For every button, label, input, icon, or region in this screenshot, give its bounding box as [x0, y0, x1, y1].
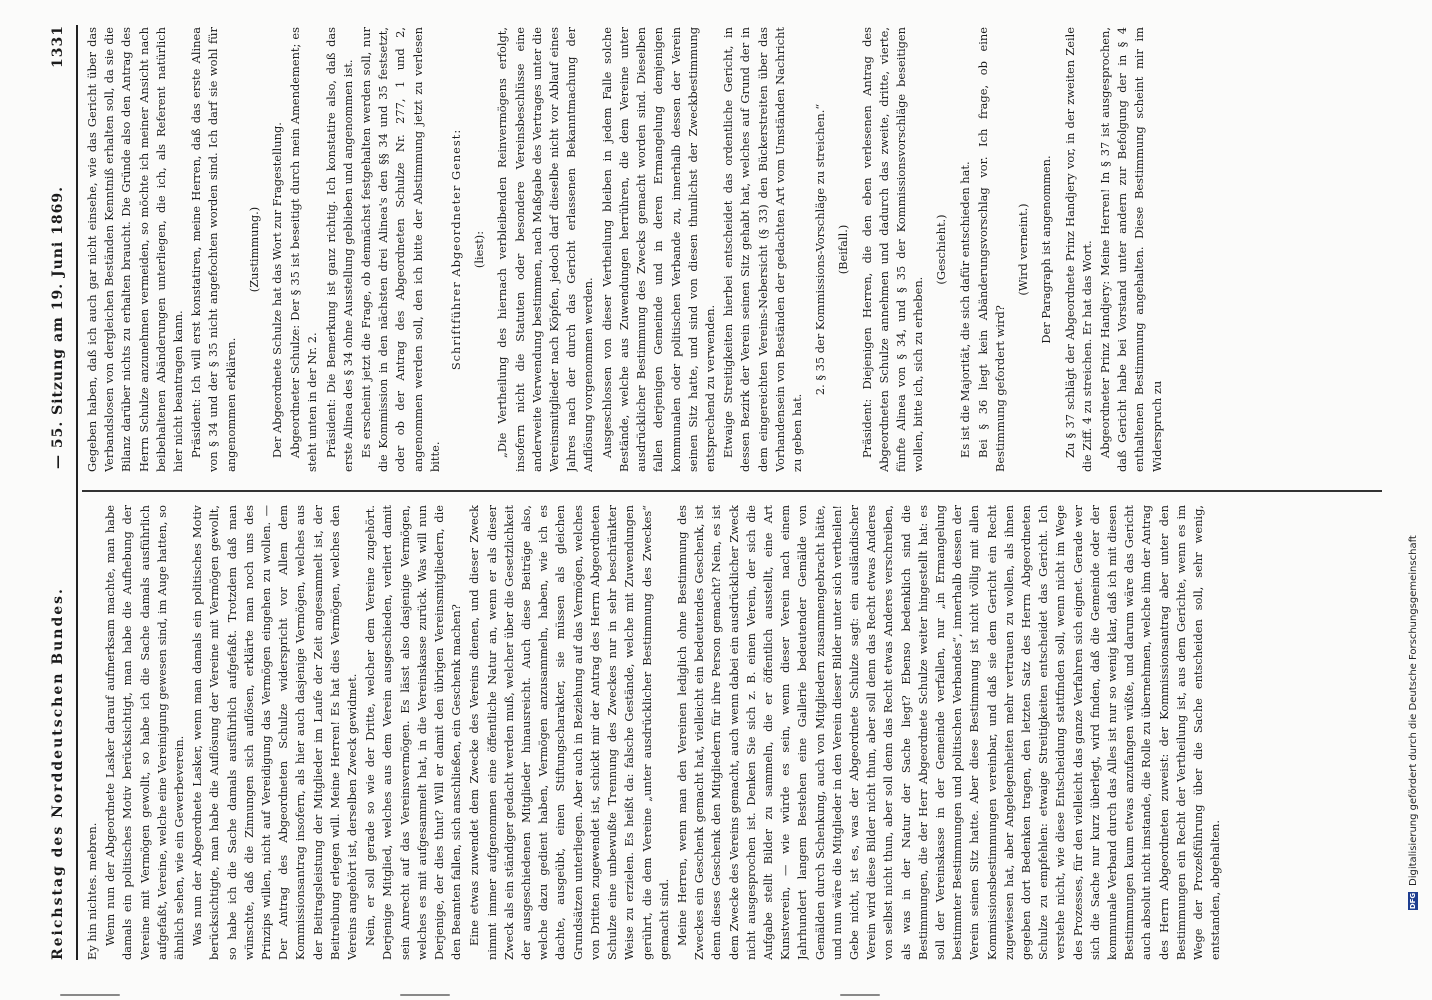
scan-artifact [400, 994, 450, 996]
speaker-paragraph: Abgeordneter Prinz Handjery: Meine Herren! In § 37 ist ausgesprochen, daß Gericht habe bei Vorstand unter andern zur Befolgung der in § 4 enthaltenen Bestimmung angehalten. Diese Bestimmung scheint mir im Widerspruch zu [1097, 27, 1164, 472]
paragraph: Bei § 36 liegt kein Abänderungsvorschlag vor. Ich frage, ob eine Bestimmung gefordert wird? [975, 27, 1007, 472]
paragraph: Der Abgeordnete Schulze hat das Wort zur Fragestellung. [270, 122, 285, 458]
paragraph: Der Paragraph ist angenommen. [1039, 155, 1054, 344]
column-divider [82, 490, 1382, 492]
paragraph: Es ist die Majorität, die sich dafür entschieden hat. [957, 161, 972, 458]
speaker-paragraph: Präsident: Die Bemerkung ist ganz richtig. Ich konstatire also, daß das erste Alinea des § 34 ohne Ausstellung geblieben und angenommen ist. [323, 27, 355, 472]
credit-text: Digitalisierung gefördert durch die Deutsche Forschungsgemeinschaft [1407, 535, 1419, 886]
header-session: — 55. Sitzung am 19. Juni 1869. [50, 186, 66, 470]
speaker-paragraph: Abgeordneter Schulze: Der § 35 ist beseitigt durch mein Amendement; es steht unten in der Nr. 2. [288, 27, 320, 472]
speaker-paragraph: Präsident: Ich will erst konstatiren, meine Herren, daß das erste Alinea von § 34 und der § 35 nicht angefochten worden sind. Ich darf sie wohl für angenommen erklären. [189, 27, 238, 472]
speaker-heading: Schriftführer Abgeordneter Genest: [449, 128, 464, 371]
stage-direction: (Zustimmung.) [246, 206, 261, 293]
scan-artifact [60, 994, 120, 996]
paragraph: Nein, er soll gerade so wie der Dritte, welcher dem Vereine zugehört. Derjenige Mitglied, welches aus dem Verein ausgeschieden, verliert damit sein Anrecht auf das Vereinsvermögen. Es lässt also dasjenige Vermögen, welches es mit aufgesammelt hat, in die Vereinskasse zurück. Was will nun Derjenige, der dies thut? Will er damit den übrigen Vereinsmitgliedern, die den Beamten fallen, sich anschließen, ein Geschenk machen? [363, 505, 464, 960]
stage-direction: (Geschieht.) [934, 214, 949, 285]
quoted-paragraph: 2. § 35 der Kommissions-Vorschläge zu streichen.“ [813, 103, 828, 396]
scan-artifact [840, 994, 880, 996]
digitization-credit [1405, 535, 1421, 910]
paragraph: Eine etwas zuwendet dem Zwecke des Vereins dienen, und dieser Zweck nimmt immer aufgenommen eine öffentliche Natur an, wenn er als dieser Zweck als ein ständiger gedacht werden muß, welcher über die Gesetzlichkeit der ausgeschiedenen Mitglieder hinausreicht. Auch diese Beiträge also, welche dazu gedient haben, Vermögen anzusammeln, haben, wie ich es dachte, ausgeübt, einen Stiftungscharakter, sie müssen als gleichen Grundsätzen unterliegen. Aber auch in Beziehung auf das Vermögen, welches von Dritten zugewendet ist, schickt mir der Antrag des Herrn Abgeordneten Schulze eine unbewußte Trennung des Zweckes nur in sehr beschränkter Weise zu erzielen. Es heißt da: falsche Gestände, welche mit Zuwendungen gerührt, die dem Vereine „unter ausdrücklicher Bestimmung des Zweckes“ gemacht sind. [467, 505, 671, 960]
quoted-paragraph: Ausgeschlossen von dieser Vertheilung bleiben in jedem Falle solche Bestände, welche aus Zuwendungen herrühren, die dem Vereine unter ausdrücklicher Bestimmung des Zwecks gemacht worden sind. Dieselben fallen derjenigen Gemeinde und in deren Ermangelung demjenigen kommunalen oder politischen Verbande zu, innerhalb dessen der Verein seinen Sitz hatte, und sind von diesen thunlichst der Zweckbestimmung entsprechend zu verwenden. [599, 27, 717, 472]
stage-direction: (liest): [472, 230, 487, 269]
stage-direction: (Wird verneint.) [1016, 203, 1031, 296]
paragraph: Es erscheint jetzt die Frage, ob demnächst festgehalten werden soll, nur die Kommission in den nächsten drei Alinea's den §§ 34 und 35 festsetzt, oder ob der Antrag des Abgeordneten Schulze Nr. 277, 1 und 2, angenommen werden soll, den ich bitte der Abstimmung jetzt zu verlesen bitte. [359, 27, 442, 472]
paragraph: Ey hin nichtes. mebren. [85, 822, 99, 960]
paragraph: Was nun der Abgeordnete Lasker, wenn man damals ein politisches Motiv berücksichtigte, man habe die Auflösung der Vereine mit Vermögen gewollt, so habe ich die Sache damals ausführlich aufgefaßt. Trotzdem daß man wünschte, daß die Zinnungen sich auflösen, erklärte man noch uns des Prinzips willen, nicht auf Vereidigung das Vermögen eingehen zu wollen. — Der Antrag des Abgeordneten Schulze widerspricht vor Allem dem Kommissionsantrag insofern, als hier auch dasjenige Vermögen, welches aus der Beitragsleistung der Mitglieder im Laufe der Zeit angesammelt ist, der Beitreibung erlegen will. Meine Herren! Es hat dies Vermögen, welches den Vereins angehört ist, derselben Zweck gewidmet. [190, 505, 360, 960]
dfg-logo-icon: DFG [1409, 892, 1417, 910]
header-title: Reichstag des Norddeutschen Bundes. [50, 587, 66, 960]
page-content [20, 0, 1432, 1000]
rotated-page [20, 0, 1432, 1000]
quoted-paragraph: „Die Vertheilung des hiernach verbleibenden Reinvermögens erfolgt, insofern nicht die Statuten oder besondere Vereinsbeschlüsse eine anderweite Verwendung bestimmen, nach Maßgabe des Vertrages unter die Vereinsmitglieder nach Köpfen, jedoch darf dieselbe nicht vor Ablauf eines Jahres nach der durch das Gericht erlassenen Bekanntmachung der Auflösung vorgenommen werden. [495, 27, 596, 472]
speaker-paragraph: Präsident: Diejenigen Herren, die den eben verlesenen Antrag des Abgeordneten Schulze annehmen und dadurch das zweite, dritte, vierte, fünfte Alinea von § 34, und § 35 der Kommissionsvorschläge beseitigen wollen, bitte ich, sich zu erheben. [859, 27, 926, 472]
page-header [50, 25, 72, 960]
paragraph: Wenn nun der Abgeordnete Lasker darauf aufmerksam machte, man habe damals ein politisches Motiv berücksichtigt, man habe die Aufhebung der Vereine mit Vermögen gewollt, so habe ich die Sache damals ausführlich aufgefaßt, Vereine, welche eine Vereinigung gewesen sind, im Auge hatten, so ähnlich sehen, wie ein Gewerbeverein. [103, 505, 187, 960]
stage-direction: (Beifall.) [836, 224, 851, 275]
page-number: 1331 [50, 25, 66, 68]
right-column [84, 27, 1414, 472]
scanned-page [20, 0, 1432, 1000]
paragraph: Zu § 37 schlägt der Abgeordnete Prinz Handjery vor, in der zweiten Zeile die Ziff. 4 zu streichen. Er hat das Wort. [1062, 27, 1094, 472]
paragraph: Meine Herren, wenn man den Vereinen lediglich ohne Bestimmung des Zweckes ein Geschenk gemacht hat, vielleicht ein bedeutendes Geschenk, ist denn dieses Geschenk den Mitgliedern für ihre Person gemacht? Nein, es ist dem Zwecke des Vereins gemacht, auch wenn dabei ein ausdrücklicher Zweck nicht ausgesprochen ist. Denken Sie sich z. B. einen Verein, der sich die Aufgabe stellt Bilder zu sammeln, die er öffentlich ausstellt, eine Art Kunstverein, — wie würde es sein, wenn dieser Verein nach einem Jahrhundert langem Bestehen eine Gallerie bedeutender Gemälde von Gemälden durch Schenkung, auch von Mitgliedern zusammengebracht hätte, und nun wäre die Mitglieder in den Verein dieser Bilder unter sich vertheilen! Gebe nicht, ist es, was der Abgeordnete Schulze sagt: ein ausländischer Verein wird diese Bilder nicht thun, aber soll denn das Recht etwas Anderes von selbst nicht thun, aber soll denn das Recht etwas Anderes verschreiben, als was in der Natur der Sache liegt? Ebenso bedenklich sind die Bestimmungen, die der Herr Abgeordnete Schulze weiter hingestellt hat: es soll der Vereinskasse in der Gemeinde verfallen, nur „in Ermangelung bestimmter Bestimmungen und politischen Verbandes“, innerhalb dessen der Verein seinen Sitz hatte. Aber diese Bestimmung ist nicht völlig mit allen Kommissionsbestimmungen vereinbar, und daß sie dem Gericht ein Recht zugewiesen hat, aber Angelegenheiten mehr vertrauen zu wollen, als ihnen gegeben dort Bedenken tragen, den letzten Satz des Herrn Abgeordneten Schulze zu empfehlen: etwaige Streitigkeiten entscheidet das Gericht. Ich verstehe nicht, wie diese Entscheidung stattfinden soll, wenn nicht im Wege des Prozesses, für den vielleicht das ganze Verfahren sich eignet. Gerade wer sich die Sache nur kurz überlegt, wird finden, daß die Gemeinde oder der kommunale Verband durch das Alles ist nur so wenig klar, daß ich mit diesen Bestimmungen kaum etwas anzufangen wüßte, und darum wäre das Gericht auch absolut nicht imstande, die Rolle zu übernehmen, welche ihm der Antrag des Herrn Abgeordneten zuweist: der Kommissionsantrag aber unter den Bestimmungen ein Recht der Vertheilung ist, aus dem Gerichte, wenn es im Wege der Prozeßführung über die Sache entscheiden soll, sehr wenig, entstanden, abgehalten. [674, 505, 1223, 960]
left-column [84, 505, 1414, 960]
quoted-paragraph: Etwaige Streitigkeiten hierbei entscheidet das ordentliche Gericht, in dessen Bezirk der Verein seinen Sitz gehabt hat, welches auf Grund der in dem eingereichten Vereins-Nebersicht (§ 33) den Bückerstreiten über das Vorhandensein von Beständen der gedachten Art vom Umständen Nachricht zu geben hat. [721, 27, 804, 472]
paragraph: Gegeben haben, daß ich auch gar nicht einsehe, wie das Gericht über das Verbandslosen von dergleichen Beständen Kenntniß erhalten soll, da sie die Bilanz darüber nichts zu erhalten braucht. Die Gründe also den Antrag des Herrn Schulze anzunehmen vermeiden, so möchte ich meiner Ansicht nach beibehaltenen Abänderungen unterliegen, die ich, als Referent natürlich hier nicht beantragen kann. [85, 27, 186, 472]
header-rule [76, 25, 78, 960]
